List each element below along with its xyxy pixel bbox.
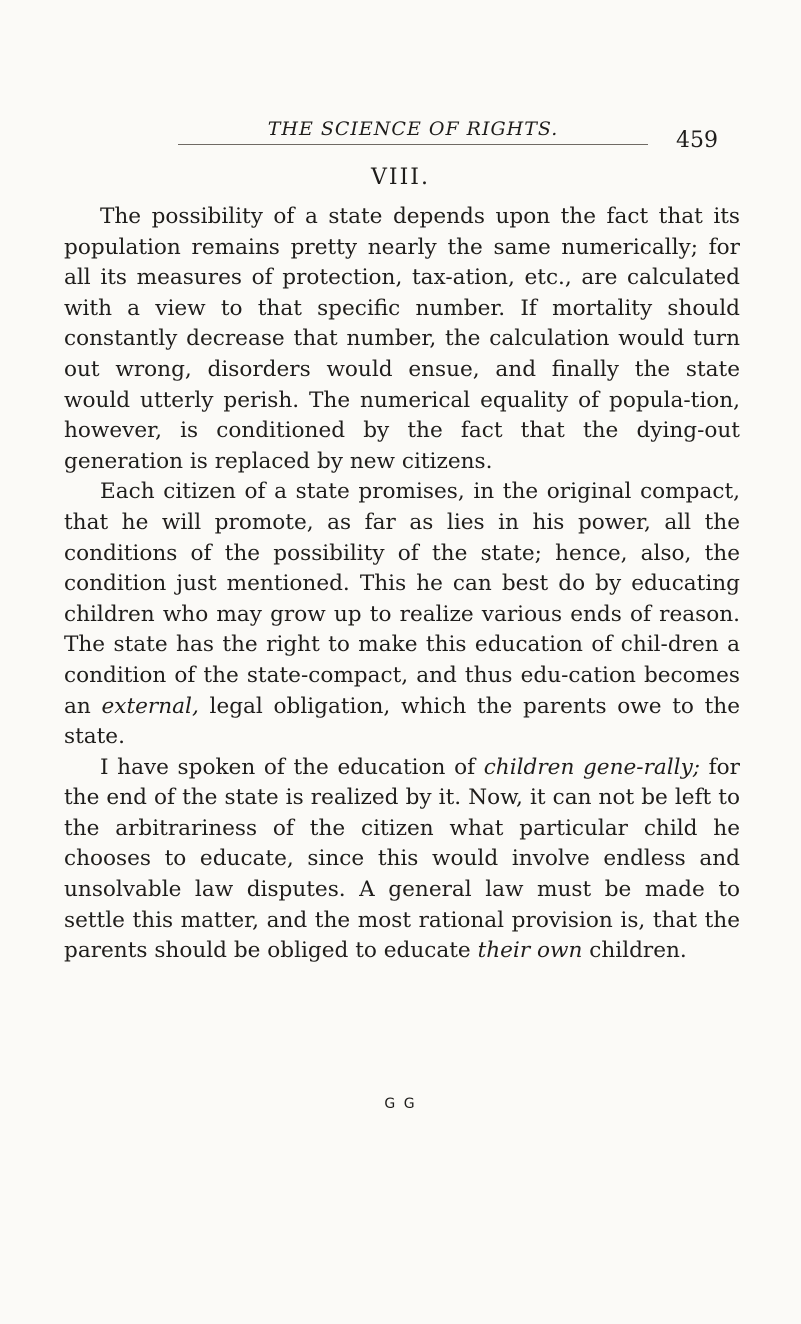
page-number: 459: [676, 128, 718, 153]
section-heading: VIII.: [371, 165, 430, 190]
paragraph-2-emphasis: external,: [101, 693, 199, 719]
paragraph-2-lead: Each citizen of a state promises, in the original compact, that he will promote, as far as lies in his power, all the conditions of the possibility of the state; hence, also, the condition just mentioned. This he can best do by educating children who may grow up to realize various ends of reason. The state has the right to make this education of chil-dren a condition of the state-compact, and thus edu-cation becomes an: [64, 479, 740, 719]
paragraph-2: [64, 477, 740, 752]
paragraph-3-lead: I have spoken of the education of: [100, 754, 484, 780]
body-text: [64, 202, 740, 967]
paragraph-3-emphasis-2: their own: [477, 938, 583, 964]
paragraph-3: [64, 753, 740, 967]
running-head: THE SCIENCE OF RIGHTS.: [178, 118, 648, 145]
paragraph-3-emphasis: children gene-rally;: [483, 754, 701, 780]
paragraph-1-text: The possibility of a state depends upon the fact that its population remains pretty nearly the same numerically; for all its measures of protection, tax-ation, etc., are calculated with a view to that specific number. If mortality should constantly decrease that number, the calculation would turn out wrong, disorders would ensue, and finally the state would utterly perish. The numerical equality of popula-tion, however, is conditioned by the fact that the dying-out generation is replaced by new citizens.: [64, 204, 740, 474]
paragraph-3-middle: for the end of the state is realized by it. Now, it can not be left to the arbitrariness of the citizen what particular child he chooses to educate, since this would involve endless and unsolvable law disputes. A general law must be made to settle this matter, and the most rational provision is, that the parents should be obliged to educate: [64, 754, 740, 964]
signature-mark: G G: [384, 1096, 417, 1112]
paragraph-1: [64, 202, 740, 477]
paragraph-2-tail: legal obligation, which the parents owe to the state.: [64, 693, 740, 750]
paragraph-3-tail: children.: [582, 938, 687, 964]
